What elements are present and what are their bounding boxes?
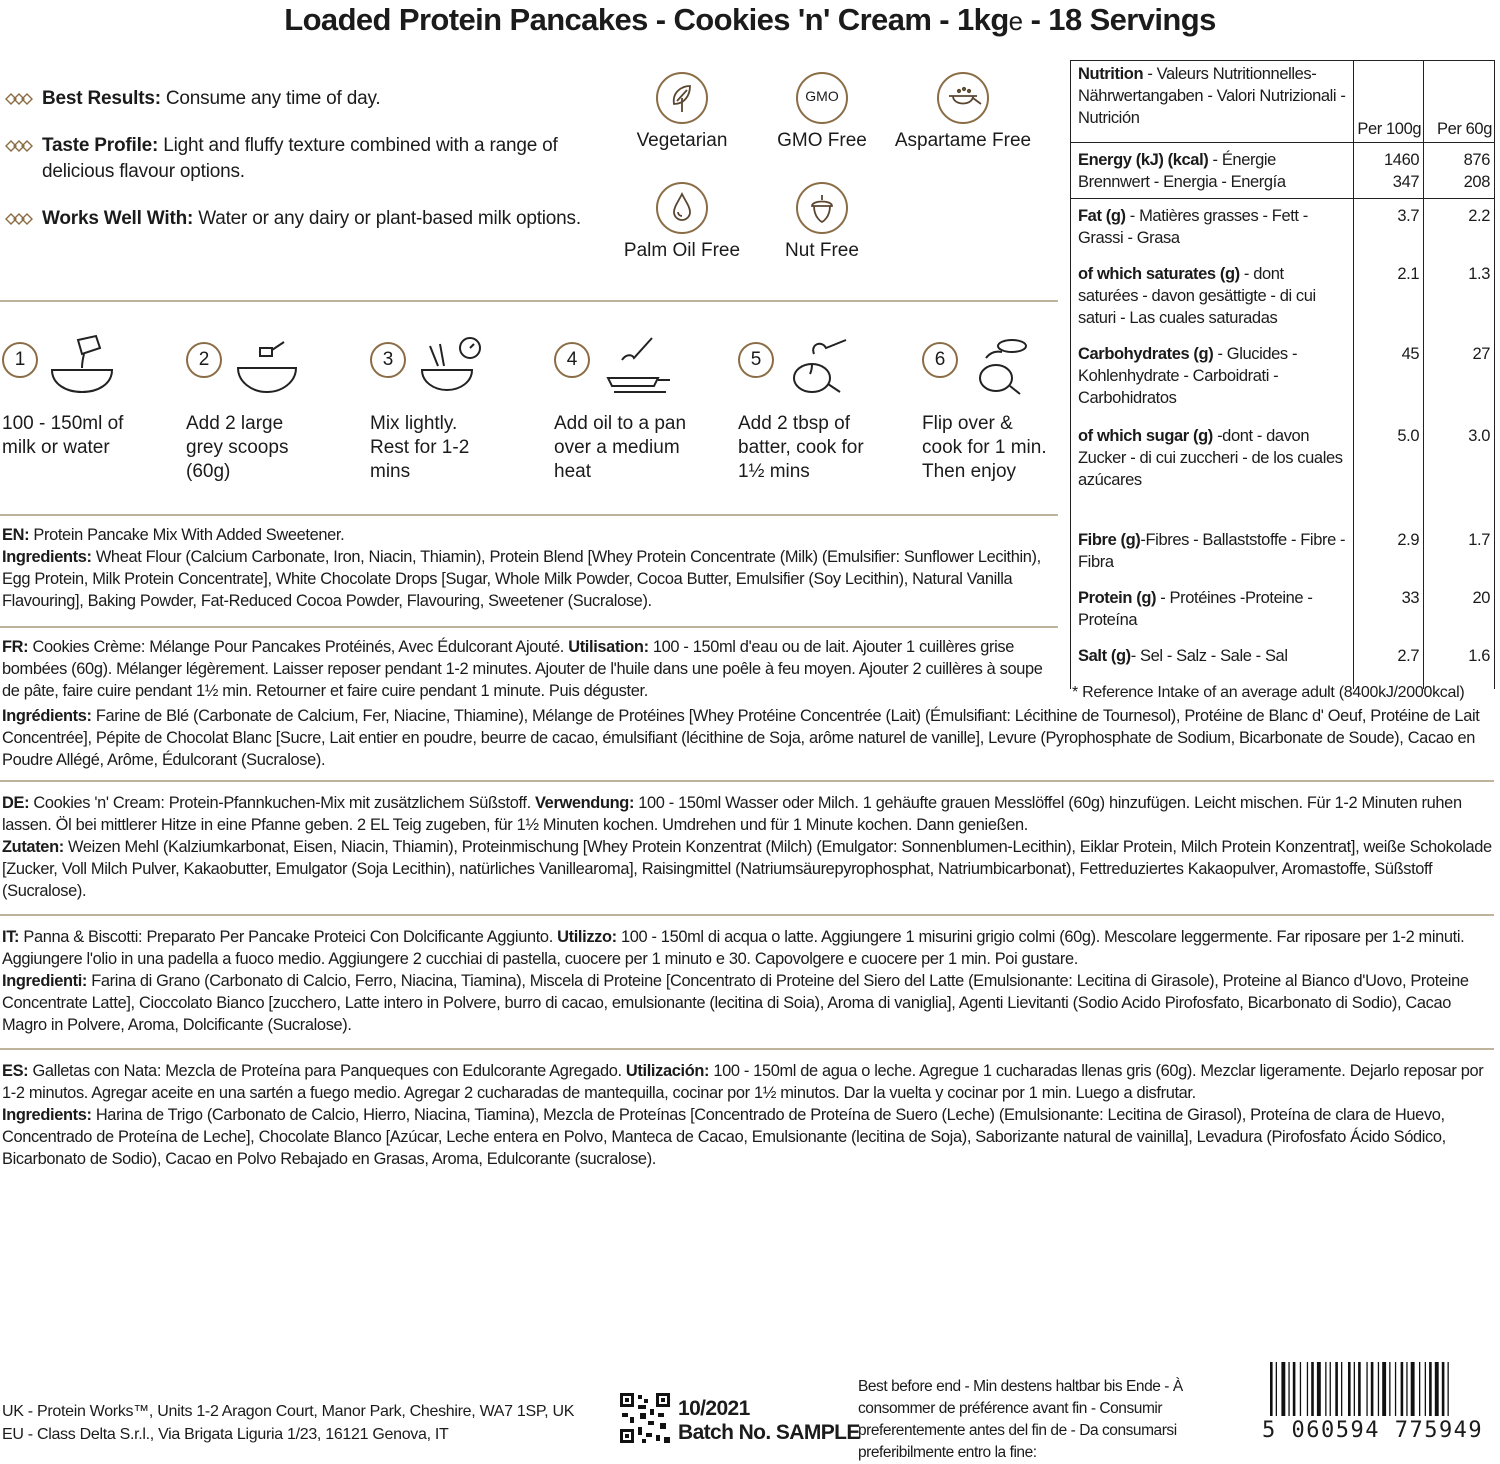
english-section: EN: Protein Pancake Mix With Added Sweetener. Ingredients: Wheat Flour (Calcium Carbonate, Iron, Niacin, Thiamin), Protein Blend [Whey Protein Concentrate (Milk) (Emulsifier: Sunflower Lecithin), Egg Protein, Milk Protein Concentrate], White Chocolate Drops [Sugar, Whole Milk Powder, Cocoa Butter, Emulsifier (Soy Lecithin), Natural Vanilla Flavouring], Baking Powder, Fat-Reduced Cocoa Powder, Flavouring, Sweetener (Sucralose). — [2, 526, 1041, 610]
pour-milk-bowl-icon — [48, 334, 120, 396]
feature-taste-profile: Taste Profile: Light and fluffy texture combined with a range of delicious flavour options. — [6, 133, 596, 185]
flip-pancake-icon — [968, 334, 1040, 396]
diamond-bullet-icon — [6, 91, 32, 107]
barcode-number: 5 060594 775949 — [1262, 1418, 1484, 1443]
badge-gmo-free: GMO GMO Free — [762, 72, 882, 152]
spanish-section: ES: Galletas con Nata: Mezcla de Proteína para Panqueques con Edulcorante Agregado. Utilización: 100 - 150ml de agua o leche. Agregue 1 cucharadas llenas gris (60g). Mezclar ligeramente. Dejarlo reposar por 1-2 minutos. Agregar aceite en una sartén a fuego medio. Agregar 2 cucharadas de mantequilla, cocinar por 1½ minutos. Dar la vuelta y cocinar por 1 min. Luego a disfrutar. Ingredients: Harina de Trigo (Carbonato de Calcio, Hierro, Niacina, Tiamina), Mezcla de Proteínas [Concentrado de Proteína de Suero (Leche) (Emulsionante: Lecitina de Girasol), Proteína de clara de Huevo, Concentrado de Proteína de Leche], Chocolate Blanco [Azúcar, Leche entera en Polvo, Manteca de Cacao, Emulsionante (lecitina de Soja), Saborizante natural de vainilla], Levadura (Pirofosfato Ácido Sódico, Bicarbonato de Sodio), Cacao en Polvo Rebajado en Grasas, Aroma, Edulcorante (sucralose). — [2, 1062, 1484, 1168]
french-section: FR: Cookies Crème: Mélange Pour Pancakes Protéinés, Avec Édulcorant Ajouté. Utilisation: 100 - 150ml d'eau ou de lait. Ajouter 1 cuillères grise bombées (60g). Mélanger légèrement. Laisser reposer pendant 1-2 minutes. Ajouter de l'huile dans une poêle à feu moyen. Ajouter 2 cuillères à soupe de pâte, faire cuire pendant 1½ min. Retourner et faire cuire pendant 1 minute. Puis déguster. — [2, 638, 1043, 700]
nutrition-table — [1070, 60, 1495, 689]
badge-nut-free: Nut Free — [762, 182, 882, 262]
italian-section: IT: Panna & Biscotti: Preparato Per Pancake Proteici Con Dolcificante Aggiunto. Utilizzo: 100 - 150ml di acqua o latte. Aggiungere 1 misurini grigio colmi (60g). Mescolare leggermente. Far riposare per 1-2 minuti. Aggiungere l'olio in una padella a fuoco medio. Aggiungere 2 cucchiai di pastella, cuocere per 1 minuto e 30. Capovolgere e cuocere per 1 min. Poi gustare. Ingredienti: Farina di Grano (Carbonato di Calcio, Ferro, Niacina, Tiamina), Miscela di Proteine [Concentrato di Proteine del Siero del Latte (Emulsionante: Lecitina di Girasole), Proteine al Bianco d'Uovo, Proteine Concentrate Latte], Cioccolato Bianco [zucchero, Latte intero in Polvere, burro di cacao, emulsionante (lecitina di Soia), Aroma di vaniglia], Agenti Lievitanti (Sodio Acido Pirofosfato, Bicarbonato di Sodio), Cacao Magro in Polvere, Aroma, Dolcificante (Sucralose). — [2, 928, 1469, 1034]
divider — [0, 780, 1494, 782]
acorn-icon — [798, 184, 846, 232]
ladle-pan-icon — [784, 334, 856, 396]
sweetener-spoon-icon — [939, 74, 987, 122]
badge-vegetarian: Vegetarian — [622, 72, 742, 152]
leaf-fork-icon — [658, 74, 706, 122]
reference-intake-note: * Reference Intake of an average adult (8400kJ/2000kcal) — [1072, 684, 1465, 701]
badge-aspartame-free: Aspartame Free — [888, 72, 1038, 152]
divider — [0, 914, 1494, 916]
batch-info: 10/2021 Batch No. SAMPLE — [678, 1397, 860, 1444]
nutrition-row: Carbohydrates (g) - Glucides - Kohlenhydrate - Carboidrati - Carbohidratos 45 27 — [1071, 337, 1495, 419]
nutrition-row: Protein (g) - Protéines -Proteine - Proteína 33 20 — [1071, 581, 1495, 639]
barcode-icon — [1268, 1362, 1494, 1416]
badge-palm-oil-free: Palm Oil Free — [618, 182, 746, 262]
feature-works-well-with: Works Well With: Water or any dairy or plant-based milk options. — [6, 206, 596, 232]
divider — [0, 300, 1058, 302]
best-before-text: Best before end - Min destens haltbar bis Ende - À consommer de préférence avant fin - Consumir preferentemente antes del fin de - Da consumarsi preferibilmente entro la fine: — [858, 1378, 1183, 1461]
uk-address: UK - Protein Works™, Units 1-2 Aragon Court, Manor Park, Cheshire, WA7 1SP, UK — [2, 1403, 575, 1420]
product-title: Loaded Protein Pancakes - Cookies 'n' Cream - 1kge - 18 Servings — [284, 2, 1216, 37]
oil-drop-icon — [658, 184, 706, 232]
nutrition-row: Fibre (g)-Fibres - Ballaststoffe - Fibre - Fibra 2.9 1.7 — [1071, 523, 1495, 581]
nutrition-row: Salt (g)- Sel - Salz - Sale - Sal 2.7 1.6 — [1071, 639, 1495, 689]
gmo-icon: GMO — [805, 88, 839, 104]
whisk-timer-icon — [416, 334, 488, 396]
scoop-bowl-icon — [232, 334, 304, 396]
qr-code-icon — [620, 1393, 670, 1443]
diamond-bullet-icon — [6, 138, 32, 154]
divider — [0, 1048, 1494, 1050]
german-section: DE: Cookies 'n' Cream: Protein-Pfannkuchen-Mix mit zusätzlichem Süßstoff. Verwendung: 100 - 150ml Wasser oder Milch. 1 gehäufte grauen Messlöffel (60g) hinzufügen. Leicht mischen. Für 1-2 Minuten ruhen lassen. Öl bei mittlerer Hitze in eine Pfanne geben. 2 EL Teig zugeben, für 1½ Minuten kochen. Umdrehen und für 1 Minute kochen. Dann genießen. Zutaten: Weizen Mehl (Kalziumkarbonat, Eisen, Niacin, Thiamin), Proteinmischung [Whey Protein Konzentrat (Milch) (Emulgator: Sonnenblumen-Lecithin), Eiklar Protein, Milch Protein Konzentrat], weiße Schokolade [Zucker, Voll Milch Pulver, Kakaobutter, Emulgator (Soja Lecithin), natürliches Vanillearoma], Raisingmittel (Natriumsäurepyrophosphat, Natriumbicarbonat), Fettreduziertes Kakaopulver, Aromastoffe, Süßstoff (Sucralose). — [2, 794, 1492, 900]
feature-best-results: Best Results: Consume any time of day. — [6, 86, 596, 112]
nutrition-header-row: Nutrition - Valeurs Nutritionnelles- Nährwertangaben - Valori Nutrizionali - Nutrición Per 100g Per 60g — [1071, 61, 1495, 143]
divider — [0, 514, 1058, 516]
eu-address: EU - Class Delta S.r.l., Via Brigata Liguria 1/23, 16121 Genova, IT — [2, 1426, 449, 1443]
divider — [0, 626, 1058, 628]
nutrition-row: Fat (g) - Matières grasses - Fett - Grassi - Grasa 3.7 2.2 — [1071, 199, 1495, 257]
oil-pan-icon — [600, 334, 672, 396]
nutrition-row: of which saturates (g) - dont saturées - davon gesättigte - di cui saturi - Las cuales saturadas 2.1 1.3 — [1071, 257, 1495, 337]
diamond-bullet-icon — [6, 211, 32, 227]
nutrition-row: of which sugar (g) -dont - davon Zucker - di cui zuccheri - de los cuales azúcares 5.0 3.0 — [1071, 419, 1495, 523]
french-ingredients: Ingrédients: Farine de Blé (Carbonate de Calcium, Fer, Niacine, Thiamine), Mélange de Protéines [Whey Protéine Concentrée (Lait) (Émulsifiant: Lécithine de Tournesol), Protéine de Blanc d' Oeuf, Protéine de Lait Concentrée], Pépite de Chocolat Blanc [Sucre, Lait entier en poudre, beurre de cacao, émulsifiant (lécithine de Soja, arôme naturel de vanille], Levure (Pyrophosphate de Sodium, Bicarbonate de Soude), Cacao en Poudre Allégé, Arôme, Édulcorant (Sucralose). — [2, 707, 1480, 769]
nutrition-row: Energy (kJ) (kcal) - Énergie Brennwert - Energia - Energía 1460 347 876 208 — [1071, 143, 1495, 199]
estimated-sign-icon: e — [1008, 6, 1023, 36]
